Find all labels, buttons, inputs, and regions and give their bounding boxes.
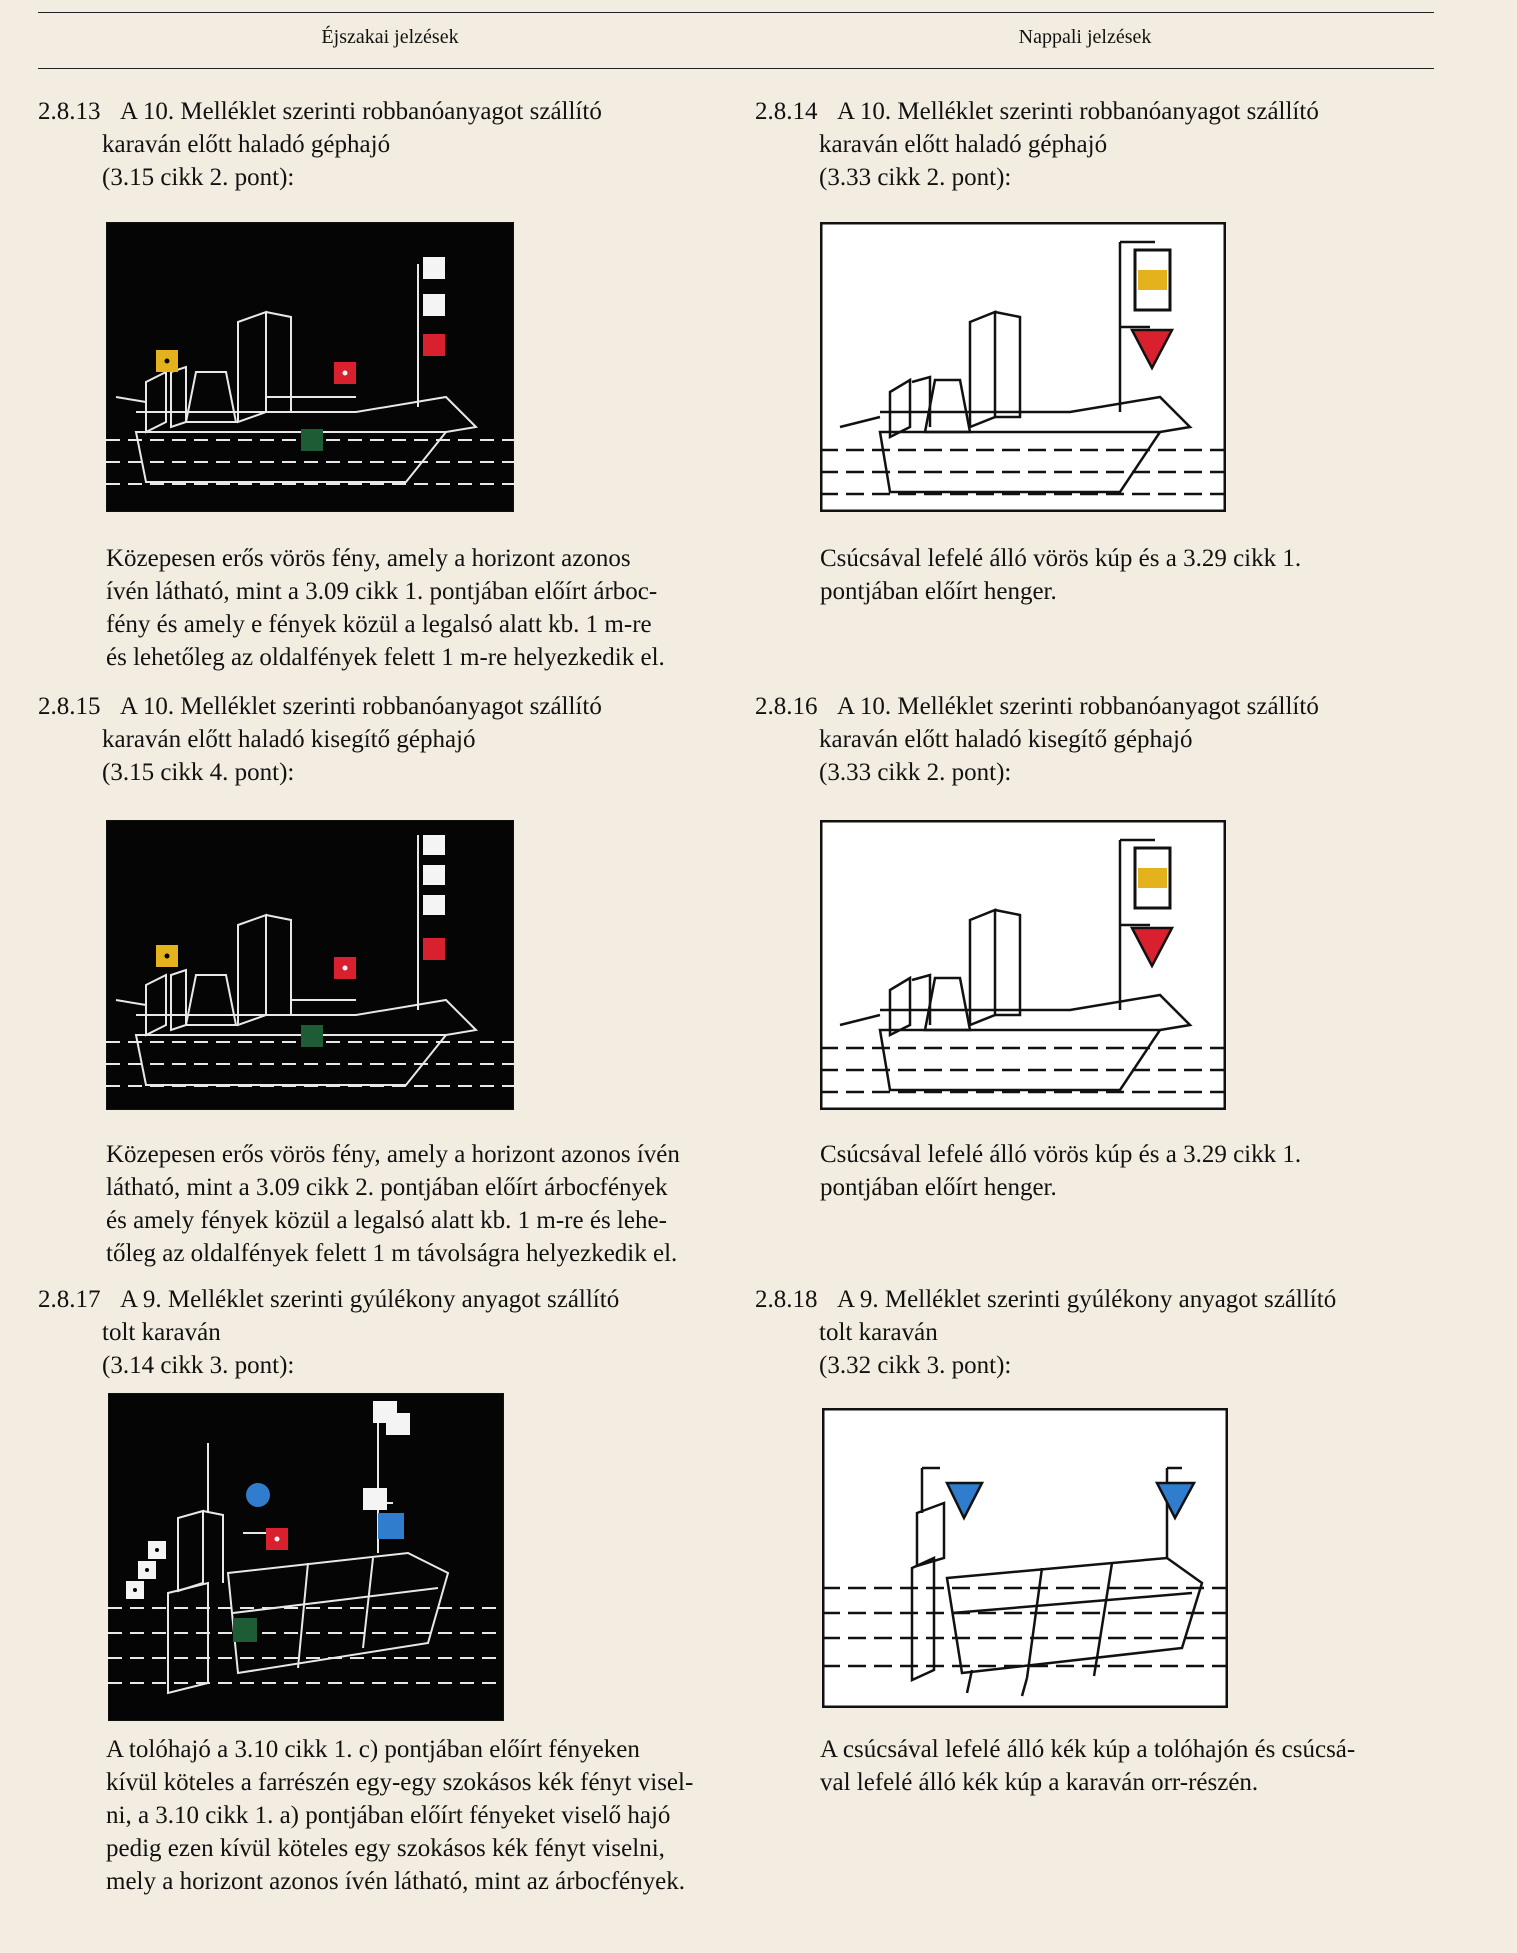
entry-number: 2.8.14 [755,98,818,125]
column-heading-day: Nappali jelzések [1018,26,1152,48]
entry-2-8-18 [755,1283,1445,1383]
title-line-2: karaván előtt haladó kisegítő géphajó [819,726,1193,753]
description-line: fény és amely e fények közül a legalsó alatt kb. 1 m-re [106,611,652,638]
description-2-8-16 [820,1138,1432,1204]
description-line: val lefelé álló kék kúp a karaván orr-részén. [820,1769,1259,1796]
description-line: Közepesen erős vörös fény, amely a horizont azonos ívén [106,1141,680,1168]
article-reference: (3.33 cikk 2. pont): [819,164,1012,191]
description-line: pontjában előírt henger. [820,1174,1057,1201]
title-line-1: A 10. Melléklet szerinti robbanóanyagot szállító [837,98,1319,125]
entry-title [819,1283,1337,1382]
article-reference: (3.33 cikk 2. pont): [819,759,1012,786]
description-line: Csúcsával lefelé álló vörös kúp és a 3.29 cikk 1. [820,1141,1302,1168]
figure-2-8-13-night [106,222,514,512]
title-line-1: A 9. Melléklet szerinti gyúlékony anyagot szállító [837,1286,1337,1313]
description-2-8-15 [106,1138,722,1270]
entry-title [102,95,602,194]
figure-2-8-14-day [820,222,1226,512]
figure-2-8-15-night [106,820,514,1110]
entry-2-8-15 [38,690,728,790]
figure-2-8-17-night [108,1393,504,1721]
description-line: Közepesen erős vörös fény, amely a horizont azonos [106,545,631,572]
description-line: pontjában előírt henger. [820,578,1057,605]
article-reference: (3.15 cikk 4. pont): [102,759,295,786]
description-2-8-17 [106,1733,722,1898]
description-line: és amely fények közül a legalsó alatt kb. 1 m-re és lehe- [106,1207,667,1234]
column-heading-night: Éjszakai jelzések [321,26,459,48]
entry-2-8-14 [755,95,1445,195]
description-line: kívül köteles a farrészén egy-egy szokásos kék fényt visel- [106,1769,694,1796]
title-line-1: A 10. Melléklet szerinti robbanóanyagot szállító [837,693,1319,720]
description-2-8-14 [820,542,1432,608]
entry-2-8-16 [755,690,1445,790]
description-line: Csúcsával lefelé álló vörös kúp és a 3.29 cikk 1. [820,545,1302,572]
description-line: ni, a 3.10 cikk 1. a) pontjában előírt fényeket viselő hajó [106,1802,671,1829]
entry-title [102,1283,620,1382]
entry-2-8-17 [38,1283,728,1383]
title-line-1: A 10. Melléklet szerinti robbanóanyagot szállító [120,98,602,125]
article-reference: (3.15 cikk 2. pont): [102,164,295,191]
entry-title [819,95,1319,194]
title-line-1: A 9. Melléklet szerinti gyúlékony anyagot szállító [120,1286,620,1313]
title-line-2: tolt karaván [102,1319,221,1346]
title-line-1: A 10. Melléklet szerinti robbanóanyagot szállító [120,693,602,720]
entry-title [819,690,1319,789]
description-line: látható, mint a 3.09 cikk 2. pontjában előírt árbocfények [106,1174,668,1201]
header-rule [38,68,1434,69]
description-line: pedig ezen kívül köteles egy szokásos kék fényt viselni, [106,1835,665,1862]
description-line: ívén látható, mint a 3.09 cikk 1. pontjában előírt árboc- [106,578,658,605]
figure-2-8-16-day [820,820,1226,1110]
entry-title [102,690,602,789]
figure-2-8-18-day [822,1408,1228,1708]
description-line: tőleg az oldalfények felett 1 m távolságra helyezkedik el. [106,1240,678,1267]
title-line-2: karaván előtt haladó kisegítő géphajó [102,726,476,753]
description-line: és lehetőleg az oldalfények felett 1 m-re helyezkedik el. [106,644,665,671]
description-2-8-18 [820,1733,1440,1799]
title-line-2: karaván előtt haladó géphajó [819,131,1108,158]
entry-number: 2.8.13 [38,98,101,125]
entry-number: 2.8.17 [38,1286,101,1313]
description-line: A tolóhajó a 3.10 cikk 1. c) pontjában előírt fényeken [106,1736,640,1763]
article-reference: (3.32 cikk 3. pont): [819,1352,1012,1379]
description-2-8-13 [106,542,722,674]
entry-number: 2.8.15 [38,693,101,720]
description-line: mely a horizont azonos ívén látható, mint az árbocfények. [106,1868,685,1895]
title-line-2: tolt karaván [819,1319,938,1346]
title-line-2: karaván előtt haladó géphajó [102,131,391,158]
description-line: A csúcsával lefelé álló kék kúp a tolóhajón és csúcsá- [820,1736,1356,1763]
entry-2-8-13 [38,95,728,195]
entry-number: 2.8.18 [755,1286,818,1313]
article-reference: (3.14 cikk 3. pont): [102,1352,295,1379]
top-rule [38,12,1434,13]
entry-number: 2.8.16 [755,693,818,720]
